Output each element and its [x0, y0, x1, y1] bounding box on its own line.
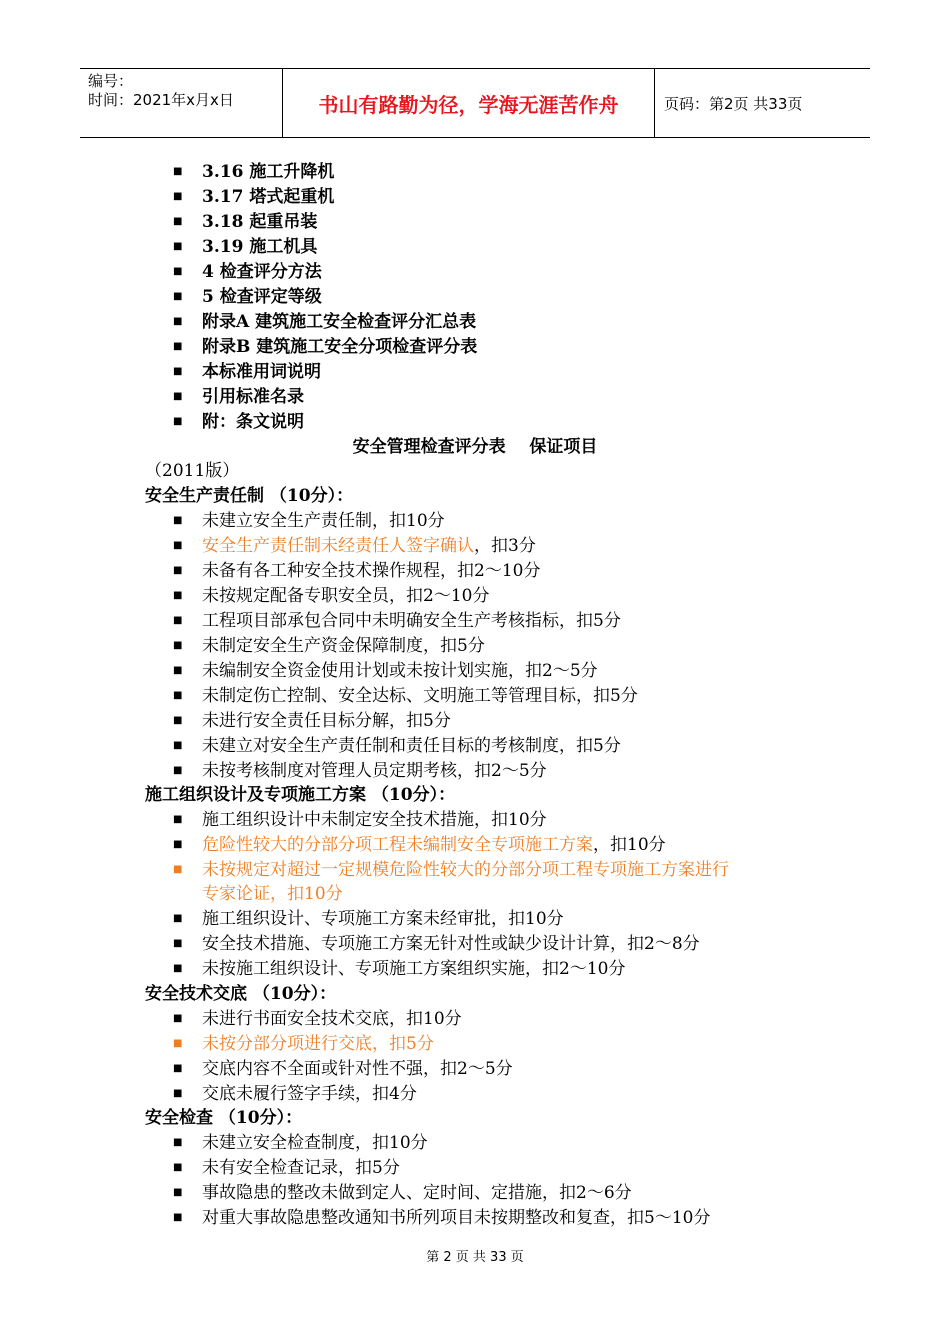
toc-item: ■ 附：条文说明 [202, 410, 304, 434]
edition-label: （2011版） [145, 461, 240, 481]
list-item: ■ 未按施工组织设计、专项施工方案组织实施，扣2～10分 [202, 957, 625, 981]
highlighted-text: 危险性较大的分部分项工程未编制安全专项施工方案 [202, 835, 593, 855]
section-heading: 安全检查 （10分）： [145, 1108, 303, 1128]
list-item: ■ 未进行安全责任目标分解，扣5分 [202, 709, 451, 733]
header-meta [80, 69, 283, 137]
list-item: ■ 交底未履行签字手续，扣4分 [202, 1082, 417, 1106]
time-label: 时间：2021年x月x日 [88, 91, 234, 109]
highlighted-text: 安全生产责任制未经责任人签字确认 [202, 536, 474, 556]
toc-item: ■ 附录B 建筑施工安全分项检查评分表 [202, 335, 477, 359]
toc-item: ■ 3.16 施工升降机 [202, 160, 334, 184]
toc-item: ■ 4 检查评分方法 [202, 260, 322, 284]
list-item: ■ 未建立安全检查制度，扣10分 [202, 1131, 428, 1155]
list-item: ■ 未编制安全资金使用计划或未按计划实施，扣2～5分 [202, 659, 598, 683]
header-page-info: 页码：第2页 共33页 [664, 94, 803, 113]
list-item: ■ 未按分部分项进行交底，扣5分 [202, 1032, 434, 1056]
list-item: ■ 未按规定对超过一定规模危险性较大的分部分项工程专项施工方案进行 [202, 858, 729, 882]
list-item: ■ 对重大事故隐患整改通知书所列项目未按期整改和复查，扣5～10分 [202, 1206, 710, 1230]
list-item: ■ 未建立对安全生产责任制和责任目标的考核制度，扣5分 [202, 734, 621, 758]
section-heading: 施工组织设计及专项施工方案 （10分）： [145, 785, 456, 805]
list-item: ■ 工程项目部承包合同中未明确安全生产考核指标，扣5分 [202, 609, 621, 633]
list-item: ■ 施工组织设计、专项施工方案未经审批，扣10分 [202, 907, 564, 931]
toc-item: ■ 3.19 施工机具 [202, 235, 317, 259]
table-title: 安全管理检查评分表 保证项目 [352, 437, 598, 457]
list-item: ■ 未按考核制度对管理人员定期考核，扣2～5分 [202, 759, 547, 783]
toc-item: ■ 3.18 起重吊装 [202, 210, 317, 234]
toc-item: ■ 本标准用词说明 [202, 360, 321, 384]
page-footer: 第 2 页 共 33 页 [426, 1250, 524, 1265]
list-item: ■ 交底内容不全面或针对性不强，扣2～5分 [202, 1057, 513, 1081]
section-heading: 安全生产责任制 （10分）： [145, 486, 354, 506]
toc-item: ■ 引用标准名录 [202, 385, 304, 409]
list-item: ■ 未进行书面安全技术交底，扣10分 [202, 1007, 462, 1031]
toc-item: ■ 附录A 建筑施工安全检查评分汇总表 [202, 310, 476, 334]
page-header [80, 68, 870, 138]
list-item: ■ 事故隐患的整改未做到定人、定时间、定措施，扣2～6分 [202, 1181, 632, 1205]
section-heading: 安全技术交底 （10分）： [145, 984, 337, 1004]
list-item: ■ 未制定伤亡控制、安全达标、文明施工等管理目标，扣5分 [202, 684, 638, 708]
toc-item: ■ 5 检查评定等级 [202, 285, 322, 309]
number-label: 编号： [88, 72, 134, 90]
list-item: ■ 未有安全检查记录，扣5分 [202, 1156, 400, 1180]
list-item: ■ 未建立安全生产责任制，扣10分 [202, 509, 445, 533]
list-item: ■ 未制定安全生产资金保障制度，扣5分 [202, 634, 485, 658]
list-item: ■ 安全技术措施、专项施工方案无针对性或缺少设计计算，扣2～8分 [202, 932, 700, 956]
list-item: ■ 施工组织设计中未制定安全技术措施，扣10分 [202, 808, 547, 832]
header-motto: 书山有路勤为径，学海无涯苦作舟 [283, 69, 655, 137]
toc-item: ■ 3.17 塔式起重机 [202, 185, 334, 209]
list-item: ■ 危险性较大的分部分项工程未编制安全专项施工方案，扣10分 [202, 833, 666, 857]
list-item-continuation: 专家论证，扣10分 [202, 884, 343, 904]
list-item: ■ 安全生产责任制未经责任人签字确认，扣3分 [202, 534, 536, 558]
list-item: ■ 未备有各工种安全技术操作规程，扣2～10分 [202, 559, 540, 583]
list-item: ■ 未按规定配备专职安全员，扣2～10分 [202, 584, 489, 608]
